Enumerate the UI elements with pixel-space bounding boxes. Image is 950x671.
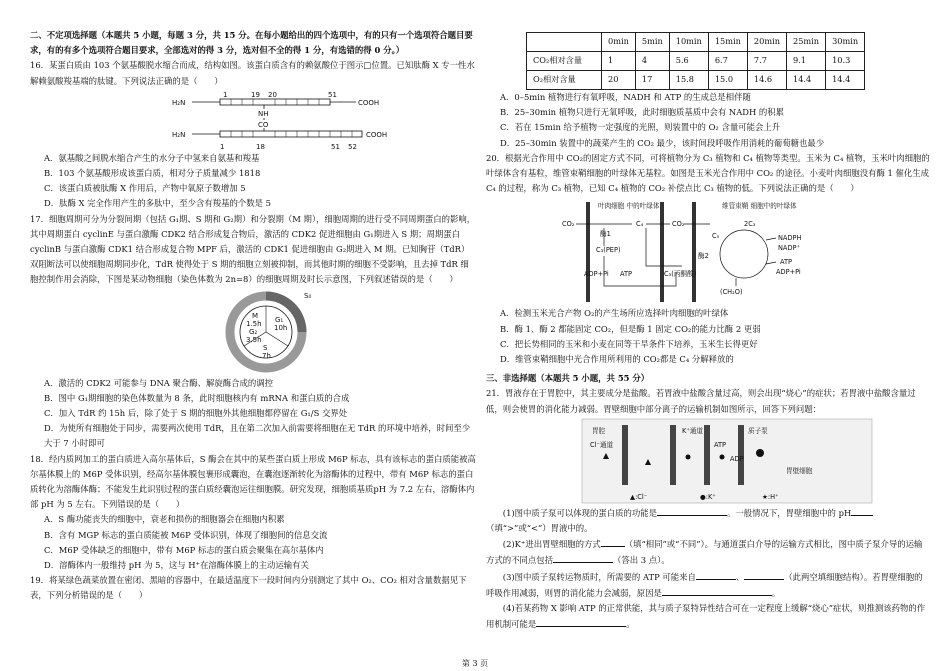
table-cell: 9.1 xyxy=(786,52,825,71)
table-cell: 10.3 xyxy=(826,52,865,71)
table-header-row xyxy=(527,33,865,52)
q16-option-c: C．该蛋白质被肽酶 X 作用后，产物中氧原子数增加 5 xyxy=(44,183,246,194)
q19-option-d: D．25–30min 装置中的蔬菜产生的 CO₂ 最少，该时间段呼吸作用消耗的葡萄糖也最少 xyxy=(500,137,825,148)
s0-label: S₀ xyxy=(304,291,312,300)
h2n-top: H₂N xyxy=(172,98,186,107)
section-2-heading: 二、不定项选择题（本题共 5 小题，每题 3 分，共 15 分。在每小题给出的四个选项中，有的只有一个选项符合题目要求，有的有多个选项符合题目要求，全部选对的得 3 分，选对但不全的得 1 分，有选错的得 0 分。） xyxy=(30,30,473,56)
s-phase-label: S xyxy=(263,343,268,352)
g2-label: G₂ xyxy=(249,327,258,336)
adp-pi-label: ADP+Pi xyxy=(584,270,609,279)
co-label: CO xyxy=(258,120,269,129)
c4-pathway-diagram xyxy=(486,196,930,306)
page-number: 第 3 页 xyxy=(461,659,489,668)
protein-structure-diagram xyxy=(30,89,476,151)
table-cell: 7.7 xyxy=(747,52,786,71)
table-cell: 14.4 xyxy=(826,71,865,90)
h2n-bottom: H₂N xyxy=(172,130,186,139)
table-cell: 20min xyxy=(747,33,786,52)
answer-blank[interactable] xyxy=(601,536,625,547)
table-cell: 15.0 xyxy=(708,71,747,90)
label-1-top: 1 xyxy=(223,90,228,99)
table-cell: 30min xyxy=(826,33,865,52)
enzyme2-label: 酶2 xyxy=(698,252,709,261)
co2-bundle: CO₂ xyxy=(672,220,685,229)
answer-blank[interactable] xyxy=(696,569,736,580)
table-cell: 10min xyxy=(669,33,708,52)
q21-sub4: (4)若某药物 X 影响 ATP 的正常供能，其与质子泵特异性结合可在一定程度上缓解“烧心”症状，则推测该药物的作用机制可能是 。 xyxy=(486,603,926,630)
table-cell: 0min xyxy=(602,33,636,52)
cl-channel-label: Cl⁻通道 xyxy=(590,440,614,449)
adp2-label: ADP+Pi xyxy=(776,268,801,277)
two-c3-label: 2C₃ xyxy=(744,220,756,229)
pyruvate-label: C₃(丙酮酸) xyxy=(664,270,697,279)
nadph-label: NADPH xyxy=(778,234,802,243)
table-cell: 6.7 xyxy=(708,52,747,71)
answer-blank[interactable] xyxy=(553,552,613,563)
table-cell: 5.6 xyxy=(669,52,708,71)
table-cell: 14.6 xyxy=(747,71,786,90)
legend-cl: ▲:Cl⁻ xyxy=(630,492,648,501)
atp-label-21: ATP xyxy=(714,440,727,449)
table-cell: 1 xyxy=(602,52,636,71)
q18-option-d: D．溶酶体内一般维持 pH 为 5，这与 H⁺在溶酶体膜上的主动运输有关 xyxy=(44,560,309,571)
gas-content-table xyxy=(526,32,865,90)
table-cell xyxy=(527,33,602,52)
g1-label: G₁ xyxy=(275,315,284,324)
parietal-cell-label: 胃壁细胞 xyxy=(786,466,813,475)
nadp-label: NADP⁺ xyxy=(778,244,800,253)
table-cell: 15min xyxy=(708,33,747,52)
q20-option-d: D．维管束鞘细胞中光合作用所利用的 CO₂都是 C₄ 分解释放的 xyxy=(500,354,734,365)
bundle-sheath-label: 维管束鞘 细胞中的叶绿体 xyxy=(722,202,797,211)
q19-option-a: A．0–5min 植物进行有氧呼吸，NADH 和 ATP 的生成总是相伴随 xyxy=(500,92,751,102)
g2-time: 3.5h xyxy=(246,335,262,344)
answer-blank[interactable] xyxy=(536,616,626,627)
label-51-bottom: 51 xyxy=(331,142,340,151)
table-cell: 4 xyxy=(635,52,669,71)
answer-blank[interactable] xyxy=(744,569,784,580)
question-18-stem: 18．经内质网加工的蛋白质进入高尔基体后，S 酶会在其中的某些蛋白质上形成 M6P 标志，具有该标志的蛋白质能被高尔基体膜上的 M6P 受体识别，经高尔基体膜包裹形成囊泡，在囊泡逐渐转化为溶酶体的过程中，带有 M6P 标志的蛋白质转化为溶酶体酶；不能发生此识别过程的蛋白质经囊泡运往细胞膜。研究发现，细胞质基质pH 为 7.2 左右，溶酶体内部 pH 为 5 左右。下列错误的是（ ） xyxy=(30,453,476,510)
label-20-top: 20 xyxy=(268,90,277,99)
parietal-cell-diagram xyxy=(486,417,930,505)
label-51-top: 51 xyxy=(328,90,337,99)
right-column xyxy=(486,0,930,632)
q20-option-c: C．把长势相同的玉米和小麦在同等干旱条件下培养，玉米生长得更好 xyxy=(500,338,758,349)
q17-option-d: D．为使所有细胞处于同步，需要两次使用 TdR，且在第二次加入前需要将细胞在无 TdR 的环境中培养，时间至少大于 7 小时即可 xyxy=(44,423,471,449)
left-column xyxy=(30,0,476,604)
enzyme1-label: 酶1 xyxy=(600,230,611,239)
m-phase-time: 1.5h xyxy=(246,319,262,328)
cooh-bottom: COOH xyxy=(366,130,388,139)
m-phase-label: M xyxy=(252,311,259,320)
q17-option-b: B．图中 G₁期细胞的染色体数量为 8 条，此时细胞核内有 mRNA 和蛋白质的合成 xyxy=(44,392,350,403)
table-cell: 5min xyxy=(635,33,669,52)
cooh-top: COOH xyxy=(358,98,380,107)
q16-option-a: A．氨基酸之间脱水缩合产生的水分子中氢来自氨基和羧基 xyxy=(44,152,260,163)
lumen-label: 胃腔 xyxy=(592,426,606,435)
q18-option-c: C．M6P 受体缺乏的细胞中，带有 M6P 标志的蛋白质会聚集在高尔基体内 xyxy=(44,544,324,555)
q17-option-c: C．加入 TdR 约 15h 后，除了处于 S 期的细胞外其他细胞都停留在 G₁/S 交界处 xyxy=(44,408,348,419)
table-cell: CO₂相对含量 xyxy=(527,52,602,71)
label-52-bottom: 52 xyxy=(348,142,357,151)
question-17-stem: 17．细胞周期可分为分裂间期（包括 G₁期、S 期和 G₂期）和分裂期（M 期），细胞周期的进行受不同周期蛋白的影响，其中周期蛋白 cyclinE 与蛋白激酶 CDK2 结合形成复合物后，激活的 CDK2 促进细胞由 G₁期进入 S 期；周期蛋白 cyclinB 与蛋白激酶 CDK1 结合形成复合物 MPF 后，激活的 CDK1 促进细胞由 G₂期进入 M 期。已知胸苷（TdR）双阻断法可以使细胞周期同步化，TdR 使得处于 S 期的细胞立刻被抑制，而其他时期的细胞不受影响，且去掉 TdR 细胞控制作用会消除，下图是某动物细胞（染色体数为 2n=8）的细胞周期及时长示意图，下列叙述错误的是（ ） xyxy=(30,213,476,285)
answer-blank[interactable] xyxy=(662,585,772,596)
q17-option-a: A．激活的 CDK2 可能参与 DNA 聚合酶、解旋酶合成的调控 xyxy=(44,377,273,388)
table-cell: 15.8 xyxy=(669,71,708,90)
c5-label: C₅ xyxy=(712,232,720,241)
legend-h: ★:H⁺ xyxy=(762,492,779,501)
mesophyll-label: 叶肉细胞 中的叶绿体 xyxy=(598,202,660,211)
atp-label: ATP xyxy=(620,270,633,279)
label-18-bottom: 18 xyxy=(256,142,265,151)
answer-blank[interactable] xyxy=(851,505,873,516)
co2-in: CO₂ xyxy=(562,220,575,229)
q18-option-b: B．含有 MGP 标志的蛋白质能被 M6P 受体识别，体现了细胞间的信息交流 xyxy=(44,529,328,540)
adp-label-21: ADP xyxy=(730,454,744,463)
table-row xyxy=(527,71,865,90)
q21-sub2: (2)K⁺进出胃壁细胞的方式 （填“相同”或“不同”）。与通道蛋白介导的运输方式相比，图中质子泵介导的运输方式的不同点包括 （答出 3 点）。 xyxy=(486,536,930,568)
c3pep-label: C₃(PEP) xyxy=(596,246,621,255)
label-1-bottom: 1 xyxy=(220,142,225,151)
table-cell: 20 xyxy=(602,71,636,90)
q21-sub1: (1)图中质子泵可以体现的蛋白质的功能是 。一般情况下，胃壁细胞中的 pH（填“>”或“<”）胃液中的。 xyxy=(486,505,930,536)
question-19-stem: 19．将某绿色蔬菜放置在密闭、黑暗的容器中，在最适温度下一段时间内分别测定了其中 O₂、CO₂ 相对含量数据见下表，下列分析错误的是（ ） xyxy=(30,575,467,601)
question-21-stem: 21．胃液存在于胃腔中，其主要成分是盐酸。若胃液中盐酸含量过高，则会出现“烧心”的症状；若胃液中盐酸含量过低，则会使胃的消化能力减弱。胃壁细胞中部分离子的运输机制如图所示，回答下列问题： xyxy=(486,388,916,414)
answer-blank[interactable] xyxy=(657,505,727,516)
q21-sub3: (3)图中质子泵转运物质时，所需要的 ATP 可能来自 、 （此两空填细胞结构）。若胃壁细胞的呼吸作用减弱，则胃的消化能力会减弱，原因是 。 xyxy=(486,569,930,601)
k-channel-label: K⁺通道 xyxy=(682,426,703,435)
q20-option-a: A．检测玉米光合产物 O₂的产生场所应选择叶肉细胞的叶绿体 xyxy=(500,308,729,319)
table-cell: 17 xyxy=(635,71,669,90)
table-row xyxy=(527,52,865,71)
table-cell: 14.4 xyxy=(786,71,825,90)
section-3-heading: 三、非选择题（本题共 5 小题，共 55 分） xyxy=(486,373,650,384)
table-cell: 25min xyxy=(786,33,825,52)
q18-option-a: A．S 酶功能丧失的细胞中，衰老和损伤的细胞器会在细胞内积累 xyxy=(44,514,285,525)
atp2-label: ATP xyxy=(780,258,793,267)
ch2o-label: (CH₂O) xyxy=(720,288,743,297)
question-20-stem: 20．根据光合作用中 CO₂的固定方式不同，可将植物分为 C₃ 植物和 C₄ 植物等类型。玉米为 C₄ 植物，玉米叶肉细胞的叶绿体含有基粒，维管束鞘细胞的叶绿体无基粒。如图是玉米光合作用中 CO₂ 的途径。小麦叶肉细胞没有酶 1 催化生成 C₄ 的过程，称为 C₃ 植物，已知 C₄ 植物的 CO₂ 补偿点比 C₃ 植物的低。下列说法正确的是（ ） xyxy=(486,152,930,194)
q19-option-b: B．25–30min 植物只进行无氧呼吸，此时细胞质基质中会有 NADH 的积累 xyxy=(500,107,785,118)
q20-option-b: B．酶 1、酶 2 都能固定 CO₂，但是酶 1 固定 CO₂的能力比酶 2 更弱 xyxy=(500,323,761,334)
legend-k: ●:K⁺ xyxy=(700,492,716,501)
s-phase-time: 7h xyxy=(262,351,271,360)
g1-time: 10h xyxy=(274,323,288,332)
proton-pump-label: 质子泵 xyxy=(748,426,768,435)
cell-cycle-diagram xyxy=(30,288,476,376)
nh-label: NH xyxy=(258,109,269,118)
q19-option-c: C．若在 15min 给予植物一定强度的光照，则装置中的 O₂ 含量可能会上升 xyxy=(500,122,781,133)
c4-label: C₄ xyxy=(636,220,644,229)
q16-option-b: B．103 个氨基酸形成该蛋白质，相对分子质量减少 1818 xyxy=(44,168,261,179)
q16-option-d: D．肽酶 X 完全作用产生的多肽中，至少含有羧基的个数是 5 xyxy=(44,198,271,209)
question-16-stem: 16．某蛋白质由 103 个氨基酸脱水缩合而成，结构如图。该蛋白质含有的赖氨酸位于图示□位置。已知肽酶 X 专一性水解赖氨酸羧基端的肽键。下列说法正确的是（ ） xyxy=(30,60,475,86)
table-cell: O₂相对含量 xyxy=(527,71,602,90)
label-19-top: 19 xyxy=(251,90,260,99)
